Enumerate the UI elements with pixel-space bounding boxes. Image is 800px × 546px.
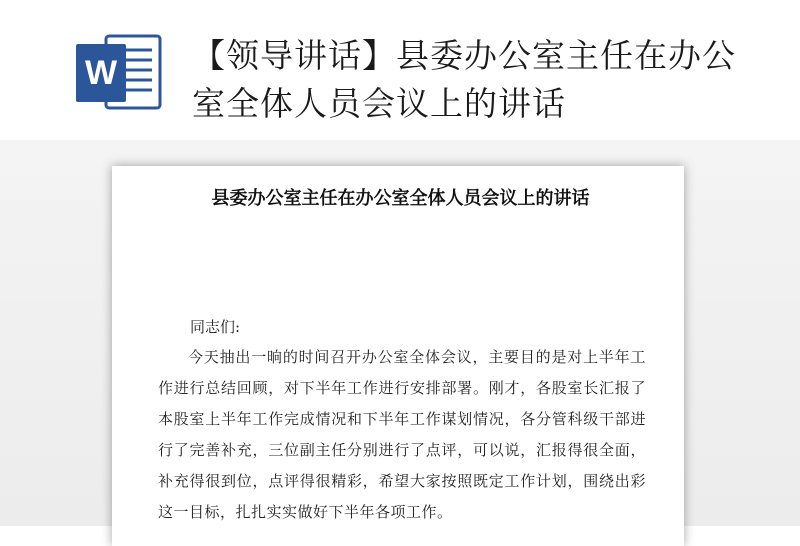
word-icon-letter: W bbox=[84, 54, 118, 92]
word-document-icon bbox=[76, 30, 162, 114]
header bbox=[0, 0, 800, 140]
body-paragraph: 今天抽出一晌的时间召开办公室全体会议，主要目的是对上半年工作进行总结回顾，对下半年工作进行安排部署。刚才，各股室长汇报了本股室上半年工作完成情况和下半年工作谋划情况，各分管科级干部进行了完善补充，三位副主任分别进行了点评，可以说，汇报得很全面，补充得很到位，点评得很精彩，希望大家按照既定工作计划，围绕出彩这一目标，扎扎实实做好下半年各项工作。 bbox=[158, 348, 646, 521]
document-page bbox=[112, 166, 684, 546]
salutation: 同志们: bbox=[190, 318, 241, 336]
page-title: 【领导讲话】县委办公室主任在办公室全体人员会议上的讲话 bbox=[192, 36, 736, 123]
document-title: 县委办公室主任在办公室全体人员会议上的讲话 bbox=[211, 188, 590, 209]
